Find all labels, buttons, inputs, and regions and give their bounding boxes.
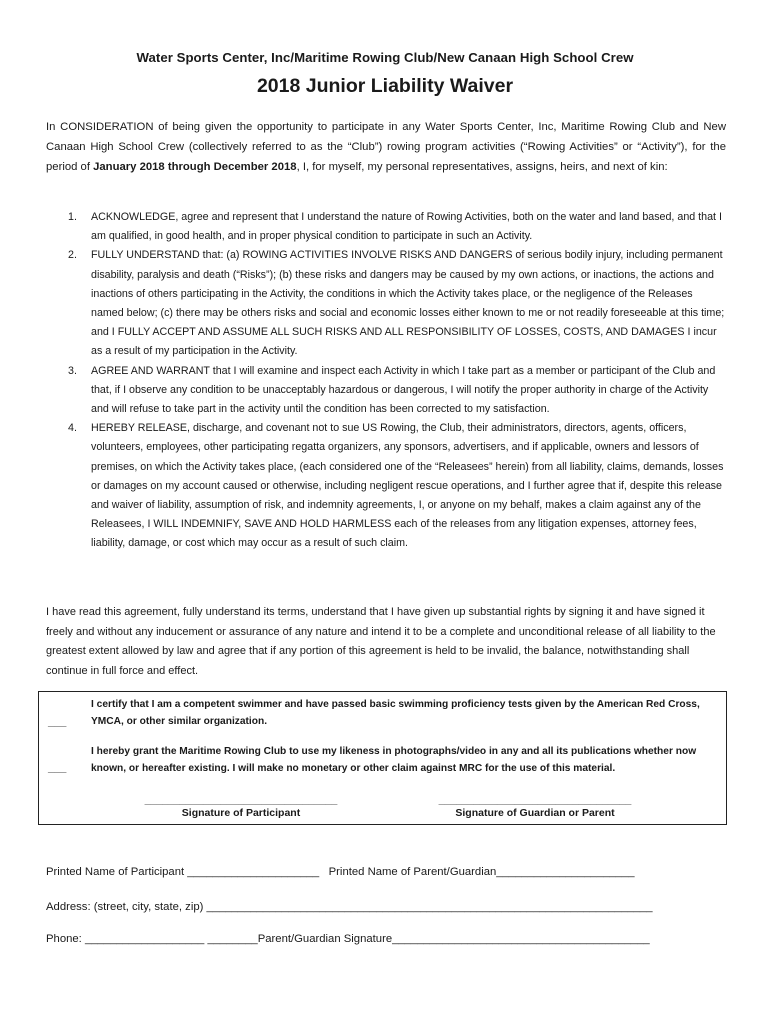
- clause-number: 3.: [68, 364, 77, 377]
- guardian-signature-label: Signature of Guardian or Parent: [455, 807, 615, 819]
- participant-signature-line: _________________________________: [144, 794, 338, 806]
- waiver-period: January 2018 through December 2018: [93, 161, 297, 173]
- swimmer-initial-blank[interactable]: ___: [48, 716, 67, 728]
- media-release-text: I hereby grant the Maritime Rowing Club to use my likeness in photographs/video in any and all its publications whether now known, or hereafter existing. I will make no monetary or other claim against MRC for the use of this material.: [91, 746, 697, 774]
- clause-text: AGREE AND WARRANT that I will examine and inspect each Activity in which I take part as a member or participant of the Club and that, if I observe any condition to be unacceptably hazardous or dangerous, I will notify the proper authority in charge of the Activity and will refuse to take part in the activity until the condition has been corrected to my satisfaction.: [91, 364, 716, 416]
- guardian-signature-field[interactable]: [415, 794, 655, 820]
- organizations-heading: Water Sports Center, Inc/Maritime Rowing Club/New Canaan High School Crew: [136, 50, 634, 65]
- clause-number: 1.: [68, 211, 77, 223]
- certification-box: [38, 691, 727, 825]
- participant-signature-label: Signature of Participant: [181, 807, 301, 819]
- intro-text-after: , I, for myself, my personal representatives, assigns, heirs, and next of kin:: [296, 161, 668, 173]
- document-title: 2018 Junior Liability Waiver: [256, 75, 514, 97]
- address-field[interactable]: Address: (street, city, state, zip) _______________________________________________________________________: [46, 901, 653, 913]
- guardian-signature-line: _________________________________: [438, 794, 632, 806]
- printed-names-field[interactable]: Printed Name of Participant _____________________ Printed Name of Parent/Guardian______________________: [46, 866, 635, 878]
- clause-item: [46, 362, 726, 420]
- clause-text: HEREBY RELEASE, discharge, and covenant not to sue US Rowing, the Club, their administrators, directors, agents, officers, volunteers, employees, other participating regatta organizers, any sponsors, advertisers, and if applicable, owners and lessors of premises, on which the Activity takes place, (each considered one of the “Releasees” herein) from all liability, claims, demands, losses or damages on my account caused or otherwise, including negligent rescue operations, and I further agree that if, despite this release and waiver of liability, assumption of risk, and indemnity agreements, I, or anyone on my behalf, makes a claim against any of the Releasees, I WILL INDEMNIFY, SAVE AND HOLD HARMLESS each of the releases from any litigation expenses, attorney fees, liability, damage, or cost which may occur as a result of such claim.: [91, 422, 724, 550]
- clause-list: [46, 208, 726, 554]
- closing-paragraph: I have read this agreement, fully understand its terms, understand that I have given up substantial rights by signing it and have signed it freely and without any inducement or assurance of any nature and intend it to be a complete and unconditional release of all liability to the greatest extent allowed by law and agree that if any portion of this agreement is held to be invalid, the balance, notwithstanding shall continue in full force and effect.: [46, 606, 716, 677]
- clause-text: FULLY UNDERSTAND that: (a) ROWING ACTIVITIES INVOLVE RISKS AND DANGERS of serious bodily injury, including permanent disability, paralysis and death (“Risks”); (b) these risks and dangers may be caused by my own actions, or inactions, the actions and inactions of others participating in the Activity, the conditions in which the Activity takes place, or the negligence of the Releases named below; (c) there may be others risks and social and economic losses either known to me or not readily foreseeable at this time; and I FULLY ACCEPT AND ASSUME ALL SUCH RISKS AND ALL RESPONSIBILITY OF LOSSES, COSTS, AND DAMAGES I incur as a result of my participation in the Activity.: [91, 249, 725, 358]
- clause-number: 2.: [68, 249, 77, 262]
- phone-and-guardian-signature-field[interactable]: Phone: ___________________ ________Parent/Guardian Signature_________________________________________: [46, 933, 650, 945]
- intro-text-before: In CONSIDERATION of being given the opportunity to participate in any Water Sports Center, Inc, Maritime Rowing Club and New Canaan High School Crew (collectively referred to as the “Club”) rowing program activities (“Rowing Activities” or “Activity”), for the period of: [46, 121, 726, 173]
- media-release-initial-blank[interactable]: ___: [48, 762, 67, 774]
- swimmer-certification-text: I certify that I am a competent swimmer and have passed basic swimming proficiency tests given by the American Red Cross, YMCA, or other similar organization.: [91, 699, 700, 727]
- clause-text: ACKNOWLEDGE, agree and represent that I understand the nature of Rowing Activities, both on the water and land based, and that I am qualified, in good health, and in proper physical condition to participate in such an Activity.: [91, 211, 722, 243]
- intro-paragraph: [46, 117, 726, 177]
- clause-item: [46, 246, 726, 361]
- clause-item: [46, 419, 726, 553]
- clause-item: [46, 208, 726, 246]
- clause-number: 4.: [68, 422, 77, 435]
- participant-signature-field[interactable]: [121, 794, 361, 820]
